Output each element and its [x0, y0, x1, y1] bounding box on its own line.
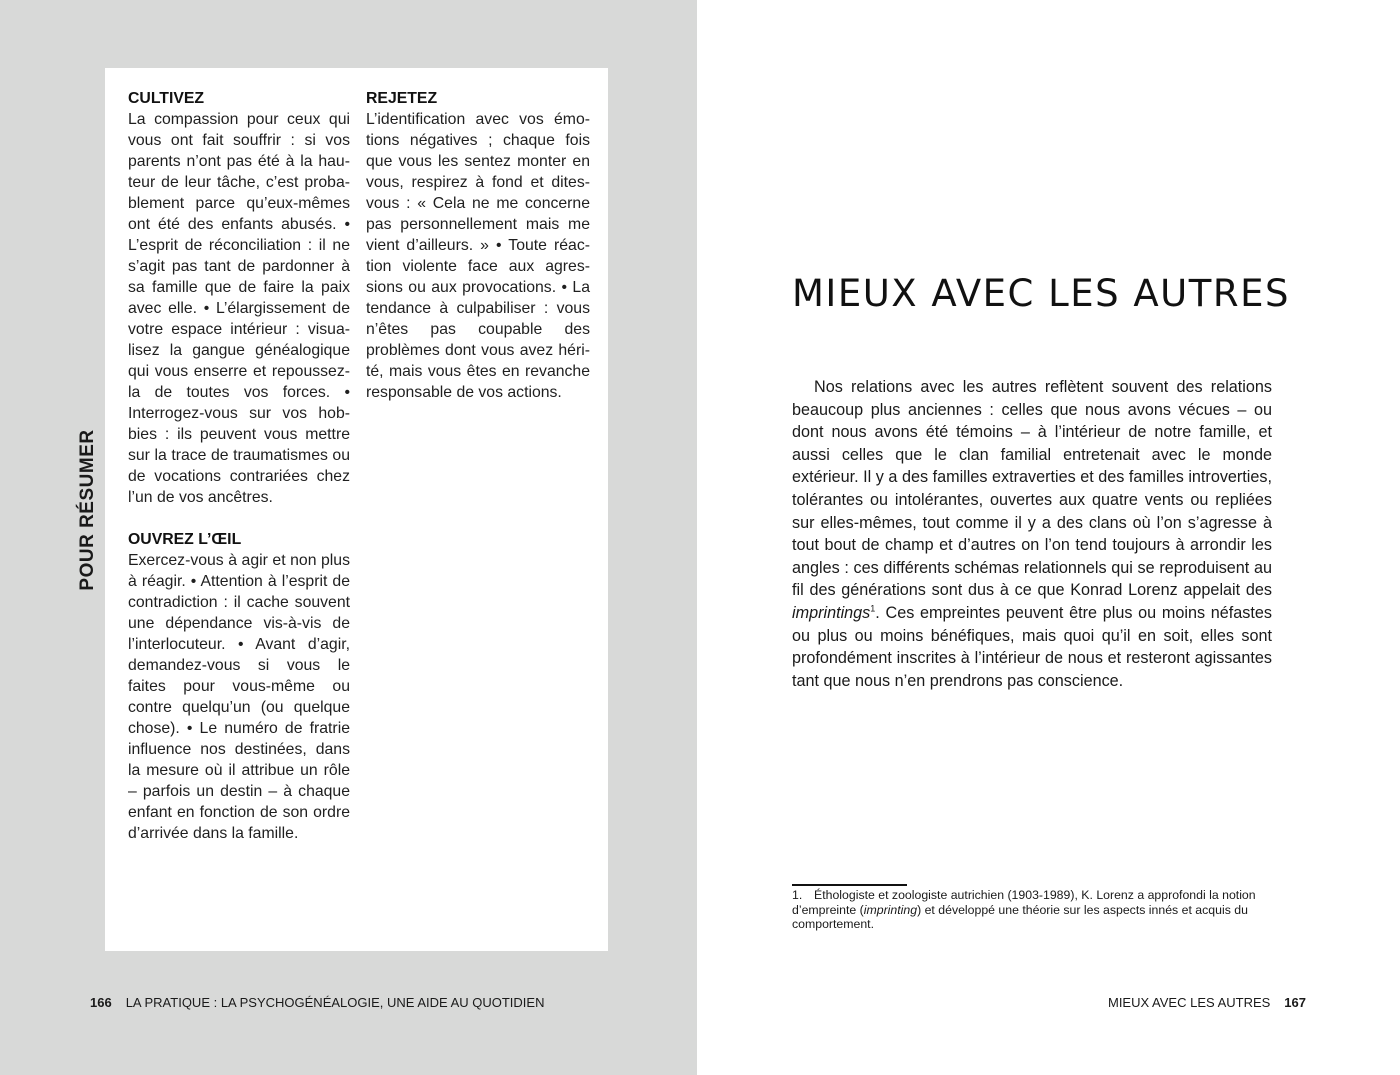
summary-right-column	[366, 88, 590, 403]
page-number: 166	[90, 995, 112, 1010]
chapter-title: MIEUX AVEC LES AUTRES	[792, 272, 1290, 315]
footnote-text-part-2: ) et développé une théorie sur les aspects innés et acquis du comportement.	[792, 902, 1248, 931]
footnote-reference[interactable]: 1	[870, 603, 876, 614]
body-italic-term: imprintings	[792, 603, 871, 622]
footnote-italic-term: imprinting	[863, 902, 918, 917]
page-number: 167	[1284, 995, 1306, 1010]
pour-resumer-label: POUR RÉSUMER	[77, 429, 98, 591]
running-head: MIEUX AVEC LES AUTRES	[1107, 995, 1271, 1010]
body-text-part-2: . Ces empreintes peuvent être plus ou moins néfastes ou plus ou moins bénéfiques, mais quoi qu’il en soit, elles sont profondément inscrites à l’intérieur de nous et resteront agissantes tant que nous n’en prendrons pas conscience.	[792, 603, 1272, 690]
right-page	[697, 0, 1400, 1075]
section-heading-ouvrez-loeil: OUVREZ L’ŒIL	[128, 531, 242, 548]
summary-box	[105, 68, 608, 951]
section-text-ouvrez-loeil: Exercez-vous à agir et non plus à réagir. • Attention à l’esprit de contradiction : il cache souvent une dépendance vis-à-vis de l’interlocuteur. • Avant d’agir, demandez-vous si vous le faites pour vous-même ou contre quelqu’un (ou quelque chose). • Le numéro de fratrie influence nos destinées, dans la mesure où il attribue un rôle – parfois un destin – à chaque enfant en fonction de son ordre d’arrivée dans la famille.	[128, 552, 350, 842]
footnote-divider	[792, 884, 907, 886]
body-paragraph	[792, 376, 1272, 692]
footnote-text-part-1: Éthologiste et zoologiste autrichien (1903-1989), K. Lorenz a approfondi la notion d’empreinte (	[792, 888, 1256, 917]
section-text-rejetez: L’identification avec vos émotions négatives ; chaque fois que vous les sentez monter en vous, respirez à fond et dites-vous : « Cela ne me concerne pas personnellement mais me vient d’ailleurs. » • Toute réaction violente face aux agressions ou aux provocations. • La tendance à culpabiliser : vous n’êtes pas coupable des problèmes dont vous avez hérité, mais vous êtes en revanche responsable de vos actions.	[366, 111, 590, 401]
left-page-footer	[90, 995, 544, 1010]
footnote	[792, 888, 1272, 932]
section-heading-cultivez: CULTIVEZ	[128, 90, 205, 107]
footnote-number: 1.	[792, 888, 803, 902]
section-spacer	[128, 508, 350, 529]
body-text-part-1: Nos relations avec les autres reflètent souvent des relations beaucoup plus anciennes : celles que nous avons vécues – ou dont nous avons été témoins – à l’intérieur de notre famille, et aussi celles que le clan familial entretenait avec le monde extérieur. Il y a des familles extraverties et des familles introverties, tolérantes ou intolérantes, ouvertes aux quatre vents ou repliées sur elles-mêmes, tout comme il y a des clans où l’on s’agresse à tout bout de champ et d’autres on l’on tend toujours à arrondir les angles : ces différents schémas relationnels qui se reproduisent au fil des générations sont dus à ce que Konrad Lorenz appelait des	[792, 378, 1272, 600]
right-page-footer	[1108, 995, 1306, 1010]
summary-left-column	[128, 88, 350, 844]
left-page	[0, 0, 697, 1075]
section-text-cultivez: La compassion pour ceux qui vous ont fait souffrir : si vos parents n’ont pas été à la hauteur de leur tâche, c’est probablement parce qu’eux-mêmes ont été des enfants abusés. • L’esprit de réconciliation : il ne s’agit pas tant de pardonner à sa famille que de faire la paix avec elle. • L’élargissement de votre espace intérieur : visualisez la gangue généalogique qui vous enserre et repoussez-la de toutes vos forces. • Interrogez-vous sur vos hobbies : ils peuvent vous mettre sur la trace de traumatismes ou de vocations contrariées chez l’un de vos ancêtres.	[128, 111, 350, 506]
running-head: LA PRATIQUE : LA PSYCHOGÉNÉALOGIE, UNE AIDE AU QUOTIDIEN	[125, 995, 545, 1010]
section-heading-rejetez: REJETEZ	[366, 90, 438, 107]
